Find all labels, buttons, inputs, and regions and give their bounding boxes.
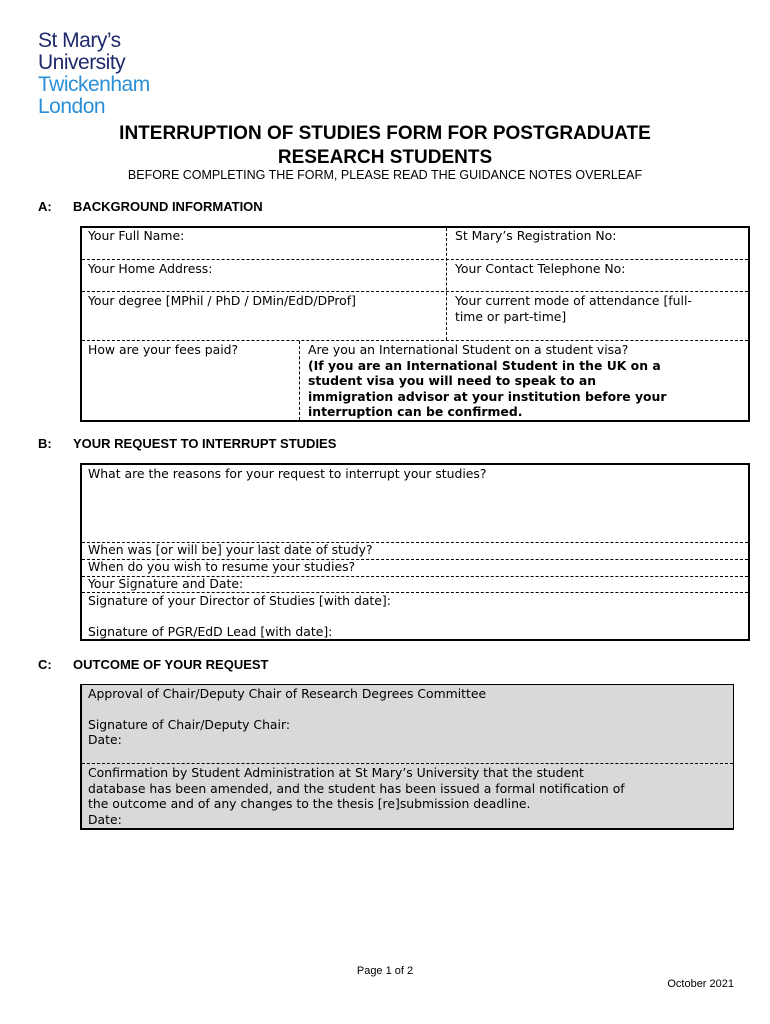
- form-subtitle: BEFORE COMPLETING THE FORM, PLEASE READ THE GUIDANCE NOTES OVERLEAF: [127, 168, 643, 182]
- footer-date: October 2021: [667, 978, 734, 990]
- section-c-title: OUTCOME OF YOUR REQUEST: [73, 657, 269, 672]
- degree-field[interactable]: Your degree [MPhil / PhD / DMin/EdD/DProf]: [88, 293, 356, 308]
- visa-field[interactable]: [300, 340, 750, 422]
- confirmation-line-1: Confirmation by Student Administration at St Mary’s University that the student: [88, 765, 584, 780]
- attendance-field[interactable]: [447, 291, 750, 326]
- logo-line-4: London: [38, 95, 106, 118]
- visa-note-line-4: interruption can be confirmed.: [308, 404, 523, 419]
- visa-note-line-2: student visa you will need to speak to an: [308, 373, 597, 388]
- fees-field[interactable]: How are your fees paid?: [88, 342, 239, 357]
- section-c-letter: C:: [38, 657, 52, 672]
- telephone-field[interactable]: Your Contact Telephone No:: [455, 261, 626, 276]
- section-a-title: BACKGROUND INFORMATION: [73, 199, 263, 214]
- form-title-line-2: RESEARCH STUDENTS: [277, 147, 493, 168]
- form-title: [40, 122, 730, 170]
- approval-label: Approval of Chair/Deputy Chair of Research Degrees Committee: [88, 686, 487, 701]
- chair-signature-label: Signature of Chair/Deputy Chair:: [88, 716, 291, 732]
- section-a-letter: A:: [38, 199, 52, 214]
- registration-no-field[interactable]: St Mary’s Registration No:: [455, 228, 617, 243]
- resume-date-field[interactable]: When do you wish to resume your studies?: [88, 559, 356, 574]
- logo-line-3: Twickenham: [38, 73, 150, 96]
- attendance-line-2: time or part-time]: [455, 308, 567, 324]
- last-date-field[interactable]: When was [or will be] your last date of study?: [88, 542, 373, 557]
- section-b-heading: [38, 436, 336, 451]
- page-number: Page 1 of 2: [356, 965, 414, 977]
- full-name-field[interactable]: Your Full Name:: [88, 228, 185, 243]
- form-title-line-1: INTERRUPTION OF STUDIES FORM FOR POSTGRADUATE: [119, 123, 651, 144]
- section-c-heading: [38, 657, 269, 672]
- signature-date-field[interactable]: Your Signature and Date:: [88, 576, 244, 591]
- visa-note-line-3: immigration advisor at your institution before your: [308, 388, 667, 404]
- director-signature-field[interactable]: Signature of your Director of Studies [with date]:: [88, 593, 391, 608]
- section-b-letter: B:: [38, 436, 52, 451]
- reasons-field[interactable]: What are the reasons for your request to interrupt your studies?: [88, 466, 487, 481]
- approval-date-label: Date:: [88, 732, 122, 747]
- home-address-field[interactable]: Your Home Address:: [88, 261, 213, 276]
- logo-line-1: St Mary’s: [38, 29, 121, 52]
- confirmation-line-2: database has been amended, and the student has been issued a formal notification of: [88, 780, 625, 796]
- visa-question: Are you an International Student on a student visa?: [308, 342, 629, 357]
- confirmation-date-label: Date:: [88, 811, 122, 827]
- logo-line-2: University: [38, 51, 126, 74]
- visa-note-line-1: (If you are an International Student in the UK on a: [308, 357, 661, 373]
- section-a-heading: [38, 199, 263, 214]
- lead-signature-field[interactable]: Signature of PGR/EdD Lead [with date]:: [88, 624, 333, 639]
- approval-field[interactable]: [80, 684, 734, 750]
- section-b-title: YOUR REQUEST TO INTERRUPT STUDIES: [73, 436, 337, 451]
- attendance-line-1: Your current mode of attendance [full-: [455, 293, 692, 308]
- university-logo: [38, 30, 178, 118]
- confirmation-field[interactable]: [80, 763, 734, 829]
- confirmation-line-3: the outcome and of any changes to the thesis [re]submission deadline.: [88, 796, 531, 811]
